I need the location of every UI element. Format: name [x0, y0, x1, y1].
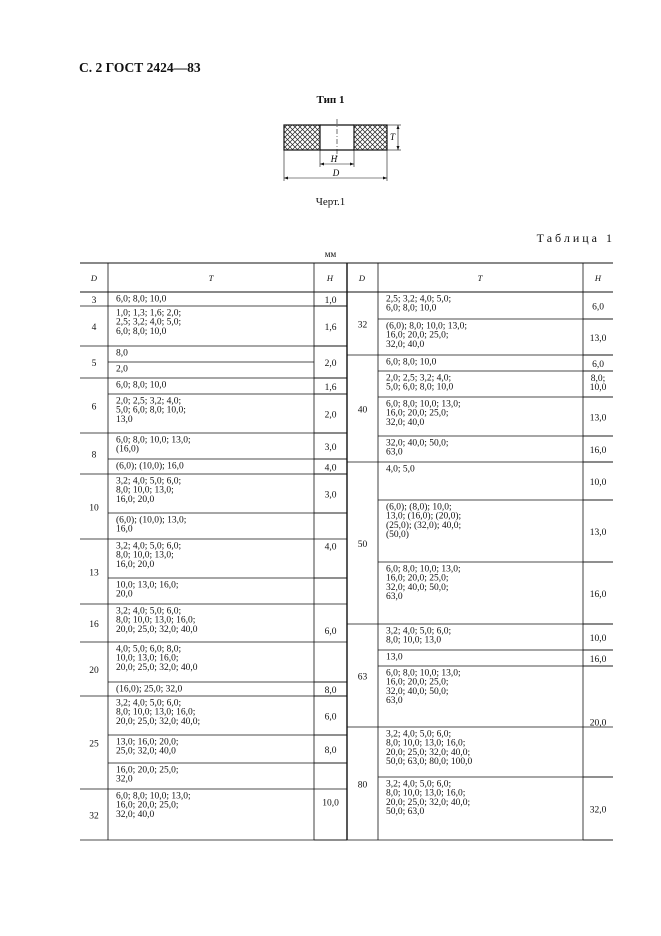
t-value-right: 16,0; 20,0; 25,0;	[386, 330, 449, 341]
d-value-right: 40	[357, 405, 368, 416]
h-value-right: 10,0	[589, 478, 607, 488]
t-value-left: 6,0; 8,0; 10,0; 13,0;	[116, 791, 191, 802]
t-value-left: 6,0; 8,0; 10,0	[116, 294, 167, 305]
t-value-left: 2,5; 3,2; 4,0; 5,0;	[116, 317, 182, 328]
d-value-left: 13	[89, 568, 99, 579]
t-value-right: 16,0; 20,0; 25,0;	[386, 573, 449, 584]
t-value-right: 13,0; (16,0); (20,0);	[386, 511, 462, 522]
t-value-left: 8,0; 10,0; 13,0;	[116, 550, 174, 561]
figure-title: Тип 1	[316, 94, 345, 106]
t-value-left: 3,2; 4,0; 5,0; 6,0;	[116, 541, 182, 552]
h-value-left: 6,0	[324, 712, 337, 723]
d-value-left: 25	[89, 739, 99, 750]
t-value-right: 32,0; 40,0; 50,0;	[386, 582, 449, 593]
d-value-left: 20	[89, 666, 99, 676]
t-value-right: 6,0; 8,0; 10,0	[386, 303, 437, 314]
t-value-right: 6,0; 8,0; 10,0; 13,0;	[386, 564, 461, 575]
h-value-right: 20,0	[589, 718, 607, 729]
t-value-left: 20,0; 25,0; 32,0; 40,0	[116, 624, 198, 635]
d-value-right: 80	[357, 780, 368, 791]
t-value-left: 20,0; 25,0; 32,0; 40,0;	[116, 716, 201, 727]
d-value-left: 8	[91, 450, 97, 461]
t-value-left: 8,0; 10,0; 13,0;	[116, 485, 174, 496]
t-value-left: 10,0; 13,0; 16,0;	[116, 653, 179, 664]
t-value-right: 16,0; 20,0; 25,0;	[386, 677, 449, 688]
header-d-left: D	[90, 273, 98, 283]
h-value-left: 8,0	[324, 686, 337, 696]
t-value-right: 4,0; 5,0	[386, 464, 415, 475]
d-value-left: 6	[91, 402, 97, 413]
t-value-left: 13,0; 16,0; 20,0;	[116, 737, 179, 748]
t-value-right: 32,0; 40,0; 50,0;	[386, 438, 449, 449]
t-value-right: 13,0	[386, 652, 403, 663]
t-value-left: (6,0); (10,0); 16,0	[116, 461, 184, 472]
t-value-right: 16,0; 20,0; 25,0;	[386, 408, 449, 419]
h-value-left: 1,6	[324, 383, 337, 393]
t-value-left: 3,2; 4,0; 5,0; 6,0;	[116, 698, 182, 709]
t-value-left: (6,0); (10,0); 13,0;	[116, 515, 187, 526]
t-value-left: 16,0; 20,0	[116, 494, 155, 505]
page-header: С. 2 ГОСТ 2424—83	[79, 60, 201, 75]
h-value-right: 6,0	[592, 360, 604, 370]
t-value-right: 63,0	[386, 696, 403, 707]
h-value-left: 8,0	[324, 746, 337, 756]
t-value-left: 32,0	[116, 774, 133, 785]
t-value-right: 20,0; 25,0; 32,0; 40,0;	[386, 747, 471, 758]
t-value-right: 50,0; 63,0; 80,0; 100,0	[386, 757, 473, 768]
h-value-left: 6,0	[324, 627, 337, 637]
h-value-right: 13,0	[589, 413, 607, 424]
dim-t-label: T	[389, 132, 395, 142]
t-value-right: 63,0	[386, 447, 403, 458]
h-value-left: 3,0	[324, 490, 337, 501]
t-value-left: 20,0; 25,0; 32,0; 40,0	[116, 662, 198, 673]
dim-h-label: H	[330, 154, 338, 164]
t-value-right: (50,0)	[386, 530, 409, 541]
header-d-right: D	[358, 273, 366, 283]
d-value-right: 50	[357, 540, 368, 550]
header-t-right: T	[477, 273, 483, 283]
table-title: Таблица 1	[536, 231, 615, 245]
header-h-left: H	[326, 273, 334, 283]
t-value-right: 20,0; 25,0; 32,0; 40,0;	[386, 797, 471, 808]
t-value-right: 50,0; 63,0	[386, 807, 425, 818]
t-value-right: (6,0); 8,0; 10,0; 13,0;	[386, 321, 468, 332]
d-value-right: 63	[357, 672, 368, 683]
t-value-left: 2,0	[116, 364, 128, 375]
t-value-right: 5,0; 6,0; 8,0; 10,0	[386, 382, 454, 393]
t-value-right: 8,0; 10,0; 13,0	[386, 635, 442, 646]
t-value-left: 25,0; 32,0; 40,0	[116, 746, 176, 757]
h-value-left: 2,0	[324, 359, 337, 369]
t-value-right: (25,0); (32,0); 40,0;	[386, 520, 462, 531]
t-value-left: 4,0; 5,0; 6,0; 8,0;	[116, 644, 182, 655]
d-value-left: 5	[91, 359, 97, 369]
h-value-right: 13,0	[589, 528, 607, 538]
h-value-left: 10,0	[322, 798, 339, 809]
t-value-right: 3,2; 4,0; 5,0; 6,0;	[386, 729, 452, 740]
t-value-left: 8,0; 10,0; 13,0; 16,0;	[116, 707, 196, 718]
h-value-right: 8,0;	[590, 374, 606, 384]
header-h-right: H	[594, 273, 602, 283]
t-value-left: 16,0; 20,0	[116, 559, 155, 570]
t-value-right: 8,0; 10,0; 13,0; 16,0;	[386, 788, 466, 799]
t-value-left: 3,2; 4,0; 5,0; 6,0;	[116, 476, 182, 487]
t-value-left: 8,0	[116, 348, 128, 359]
t-value-right: 32,0; 40,0; 50,0;	[386, 686, 449, 697]
dim-d-label: D	[332, 168, 340, 178]
t-value-right: 63,0	[386, 592, 403, 603]
t-value-right: 6,0; 8,0; 10,0	[386, 357, 437, 368]
t-value-right: 32,0; 40,0	[386, 339, 425, 350]
h-value-left: 3,0	[324, 443, 337, 453]
t-value-left: 6,0; 8,0; 10,0	[116, 380, 167, 391]
table-unit: мм	[324, 249, 337, 259]
header-t-left: T	[208, 273, 214, 283]
h-value-right: 10,0	[589, 634, 607, 644]
t-value-right: 3,2; 4,0; 5,0; 6,0;	[386, 626, 452, 637]
t-value-left: 16,0; 20,0; 25,0;	[116, 765, 179, 776]
d-value-left: 32	[89, 811, 99, 822]
t-value-left: 20,0	[116, 589, 133, 600]
t-value-left: 6,0; 8,0; 10,0	[116, 326, 167, 337]
h-value-right: 10,0	[589, 383, 607, 393]
h-value-right: 13,0	[589, 334, 607, 344]
h-value-right: 16,0	[589, 590, 607, 600]
t-value-right: 6,0; 8,0; 10,0; 13,0;	[386, 668, 461, 679]
h-value-right: 16,0	[589, 655, 607, 665]
d-value-left: 16	[89, 620, 99, 630]
h-value-right: 16,0	[589, 446, 607, 456]
t-value-left: 13,0	[116, 414, 133, 425]
t-value-left: 2,0; 2,5; 3,2; 4,0;	[116, 396, 182, 407]
t-value-right: 2,0; 2,5; 3,2; 4,0;	[386, 373, 452, 384]
figure-caption: Черт.1	[315, 196, 346, 208]
d-value-left: 10	[89, 503, 99, 514]
t-value-right: 3,2; 4,0; 5,0; 6,0;	[386, 779, 452, 790]
t-value-right: 6,0; 8,0; 10,0; 13,0;	[386, 399, 461, 410]
t-value-left: 16,0	[116, 524, 133, 535]
h-value-left: 4,0	[324, 542, 337, 553]
t-value-right: (6,0); (8,0); 10,0;	[386, 502, 452, 513]
t-value-right: 32,0; 40,0	[386, 417, 425, 428]
t-value-right: 8,0; 10,0; 13,0; 16,0;	[386, 738, 466, 749]
d-value-left: 3	[91, 296, 97, 306]
t-value-left: 1,0; 1,3; 1,6; 2,0;	[116, 308, 182, 319]
d-value-left: 4	[91, 323, 97, 333]
t-value-right: 2,5; 3,2; 4,0; 5,0;	[386, 294, 452, 305]
t-value-left: 32,0; 40,0	[116, 809, 155, 820]
h-value-right: 32,0	[589, 805, 607, 816]
h-value-left: 1,0	[324, 296, 337, 306]
t-value-left: 3,2; 4,0; 5,0; 6,0;	[116, 606, 182, 617]
d-value-right: 32	[357, 320, 368, 331]
h-value-left: 4,0	[324, 463, 337, 474]
t-value-left: 6,0; 8,0; 10,0; 13,0;	[116, 435, 191, 446]
h-value-right: 6,0	[592, 302, 604, 313]
t-value-left: 8,0; 10,0; 13,0; 16,0;	[116, 615, 196, 626]
t-value-left: (16,0)	[116, 444, 139, 455]
h-value-left: 1,6	[324, 323, 337, 333]
t-value-left: 16,0; 20,0; 25,0;	[116, 800, 179, 811]
t-value-left: 5,0; 6,0; 8,0; 10,0;	[116, 405, 186, 416]
t-value-left: 10,0; 13,0; 16,0;	[116, 580, 179, 591]
h-value-left: 2,0	[324, 410, 337, 421]
t-value-left: (16,0); 25,0; 32,0	[116, 684, 183, 695]
